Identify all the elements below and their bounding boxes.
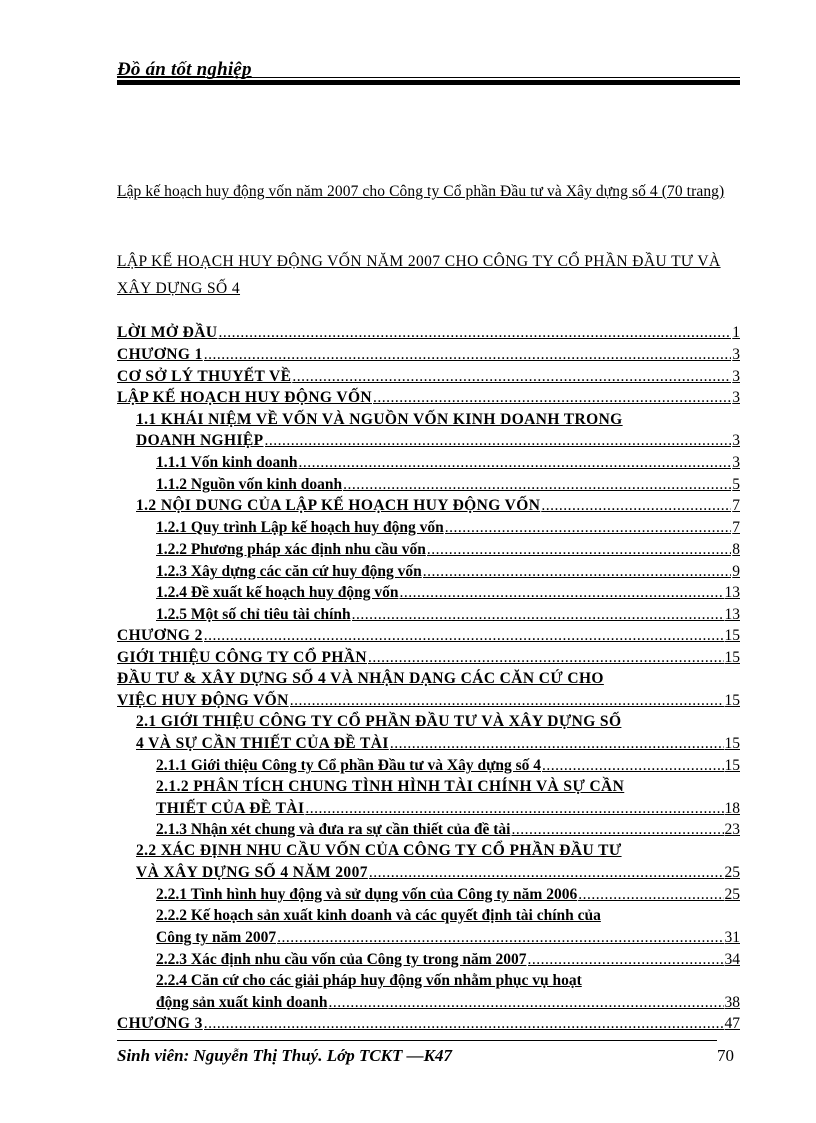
toc-entry (156, 452, 740, 473)
toc-entry (136, 862, 740, 883)
toc-entry-title: DOANH NGHIỆP (136, 432, 264, 449)
toc-entry-page: 38 (724, 994, 740, 1011)
toc-entry-title: VÀ XÂY DỰNG SỐ 4 NĂM 2007 (136, 864, 368, 881)
toc-entry-title: 4 VÀ SỰ CẦN THIẾT CỦA ĐỀ TÀI (136, 735, 389, 752)
toc-leader-dots (265, 430, 732, 451)
toc-entry (156, 927, 740, 948)
toc-entry-title: THIẾT CỦA ĐỀ TÀI (156, 800, 305, 817)
toc-entry (156, 970, 740, 991)
footer-page-number: 70 (717, 1046, 734, 1065)
toc-entry-page: 13 (724, 606, 740, 623)
toc-entry-title: 1.1 KHÁI NIỆM VỀ VỐN VÀ NGUỒN VỐN KINH DOANH TRONG (136, 411, 623, 428)
toc-entry-page: 15 (724, 649, 740, 666)
toc-entry-title: 2.1.2 PHÂN TÍCH CHUNG TÌNH HÌNH TÀI CHÍNH VÀ SỰ CẦN (156, 778, 625, 795)
toc-entry (136, 840, 740, 861)
toc-entry-page: 5 (732, 476, 740, 493)
toc-entry (117, 344, 740, 365)
toc-entry-title: 2.1 GIỚI THIỆU CÔNG TY CỔ PHẦN ĐẦU TƯ VÀ XÂY DỰNG SỐ (136, 713, 622, 730)
toc-entry-title: CƠ SỞ LÝ THUYẾT VỀ (117, 368, 292, 385)
toc-entry-title: 1.2.3 Xây dựng các căn cứ huy động vốn (156, 563, 422, 580)
toc-leader-dots (578, 884, 723, 905)
toc-entry (136, 430, 740, 451)
toc-entry-page: 15 (724, 757, 740, 774)
toc-entry-title: CHƯƠNG 2 (117, 627, 203, 644)
toc-leader-dots (298, 452, 731, 473)
toc-leader-dots (399, 582, 723, 603)
toc-entry-page: 23 (724, 821, 740, 838)
toc-leader-dots (204, 344, 732, 365)
toc-leader-dots (277, 927, 723, 948)
toc-leader-dots (204, 1013, 724, 1034)
toc-leader-dots (352, 604, 724, 625)
toc-entry-title: động sản xuất kinh doanh (156, 994, 328, 1011)
toc-entry (156, 949, 740, 970)
toc-entry-title: 2.1.3 Nhận xét chung và đưa ra sự cần thiết của đề tài (156, 821, 511, 838)
toc-entry-title: 2.2.4 Căn cứ cho các giải pháp huy động vốn nhằm phục vụ hoạt (156, 972, 582, 989)
toc-entry-page: 1 (732, 324, 740, 341)
toc-entry-title: VIỆC HUY ĐỘNG VỐN (117, 692, 289, 709)
toc-entry-page: 3 (732, 454, 740, 471)
toc-entry-title: 1.2.2 Phương pháp xác định nhu cầu vốn (156, 541, 426, 558)
toc-leader-dots (368, 647, 724, 668)
toc-entry (156, 539, 740, 560)
toc-leader-dots (292, 366, 731, 387)
toc-entry (156, 755, 740, 776)
toc-entry (117, 1013, 740, 1034)
document-header-title: Đồ án tốt nghiệp (117, 59, 252, 80)
toc-entry-page: 47 (724, 1015, 740, 1032)
toc-leader-dots (343, 474, 731, 495)
toc-entry-title: 1.1.1 Vốn kinh doanh (156, 454, 298, 471)
toc-entry-title: GIỚI THIỆU CÔNG TY CỔ PHẦN (117, 649, 367, 666)
toc-entry (156, 905, 740, 926)
toc-entry (117, 690, 740, 711)
toc-entry (136, 409, 740, 430)
toc-entry-page: 25 (724, 886, 740, 903)
toc-entry-title: CHƯƠNG 3 (117, 1015, 203, 1032)
toc-entry (117, 625, 740, 646)
toc-entry-title: ĐẦU TƯ & XÂY DỰNG SỐ 4 VÀ NHẬN DẠNG CÁC CĂN CỨ CHO (117, 670, 604, 687)
toc-leader-dots (528, 949, 724, 970)
toc-leader-dots (328, 992, 723, 1013)
toc-leader-dots (541, 495, 731, 516)
toc-entry-page: 18 (724, 800, 740, 817)
toc-leader-dots (369, 862, 724, 883)
toc-entry (156, 604, 740, 625)
document-title-uppercase: LẬP KẾ HOẠCH HUY ĐỘNG VỐN NĂM 2007 CHO CÔNG TY CỔ PHẦN ĐẦU TƯ VÀ XÂY DỰNG SỐ 4 (117, 253, 721, 297)
toc-entry (156, 561, 740, 582)
toc-entry (156, 992, 740, 1013)
toc-entry (156, 798, 740, 819)
toc-entry (156, 776, 740, 797)
toc-leader-dots (423, 561, 731, 582)
toc-entry (156, 819, 740, 840)
header-rule-thin (117, 77, 740, 78)
toc-entry (156, 517, 740, 538)
toc-entry-title: 2.1.1 Giới thiệu Công ty Cổ phần Đầu tư và Xây dựng số 4 (156, 757, 542, 774)
toc-entry-title: 2.2.3 Xác định nhu cầu vốn của Công ty trong năm 2007 (156, 951, 527, 968)
toc-entry-page: 15 (724, 692, 740, 709)
toc-entry-title: CHƯƠNG 1 (117, 346, 203, 363)
toc-entry-page: 9 (732, 563, 740, 580)
header-rule-thick (117, 80, 740, 85)
toc-entry (156, 582, 740, 603)
toc-entry-page: 31 (724, 929, 740, 946)
toc-leader-dots (290, 690, 724, 711)
toc-entry-title: 1.2.5 Một số chỉ tiêu tài chính (156, 606, 351, 623)
toc-entry (156, 884, 740, 905)
toc-entry-page: 25 (724, 864, 740, 881)
toc-leader-dots (373, 387, 731, 408)
toc-entry-page: 3 (732, 368, 740, 385)
footer-rule (117, 1040, 717, 1041)
toc-entry-title: 1.2.1 Quy trình Lập kế hoạch huy động vốn (156, 519, 444, 536)
toc-entry (156, 474, 740, 495)
toc-entry (117, 366, 740, 387)
document-subject-line: Lập kế hoạch huy động vốn năm 2007 cho Công ty Cổ phần Đầu tư và Xây dựng số 4 (70 trang) (117, 183, 725, 200)
toc-leader-dots (305, 798, 723, 819)
toc-entry-page: 7 (732, 497, 740, 514)
toc-entry-title: Công ty năm 2007 (156, 929, 277, 946)
toc-entry-page: 3 (732, 346, 740, 363)
toc-leader-dots (511, 819, 723, 840)
toc-entry (117, 387, 740, 408)
toc-entry (136, 495, 740, 516)
footer-student-info: Sinh viên: Nguyễn Thị Thuý. Lớp TCKT —K47 (117, 1046, 452, 1065)
toc-entry (117, 668, 740, 689)
toc-entry (136, 733, 740, 754)
toc-entry-title: 1.2.4 Đề xuất kế hoạch huy động vốn (156, 584, 399, 601)
toc-leader-dots (218, 322, 731, 343)
toc-entry-page: 13 (724, 584, 740, 601)
toc-entry-page: 3 (732, 389, 740, 406)
toc-entry-title: 2.2.1 Tình hình huy động và sử dụng vốn của Công ty năm 2006 (156, 886, 578, 903)
toc-entry (136, 711, 740, 732)
toc-entry (117, 647, 740, 668)
toc-entry-page: 34 (724, 951, 740, 968)
toc-entry-page: 3 (732, 432, 740, 449)
toc-entry-title: 1.2 NỘI DUNG CỦA LẬP KẾ HOẠCH HUY ĐỘNG VỐN (136, 497, 541, 514)
toc-entry (117, 322, 740, 343)
toc-entry-page: 7 (732, 519, 740, 536)
toc-entry-title: 2.2 XÁC ĐỊNH NHU CẦU VỐN CỦA CÔNG TY CỔ PHẦN ĐẦU TƯ (136, 842, 622, 859)
toc-entry-title: LỜI MỞ ĐẦU (117, 324, 218, 341)
toc-leader-dots (204, 625, 724, 646)
toc-leader-dots (427, 539, 731, 560)
toc-leader-dots (390, 733, 724, 754)
toc-entry-title: 2.2.2 Kế hoạch sản xuất kinh doanh và các quyết định tài chính của (156, 907, 601, 924)
toc-leader-dots (445, 517, 732, 538)
toc-entry-title: 1.1.2 Nguồn vốn kinh doanh (156, 476, 343, 493)
toc-leader-dots (542, 755, 723, 776)
toc-entry-page: 8 (732, 541, 740, 558)
toc-entry-title: LẬP KẾ HOẠCH HUY ĐỘNG VỐN (117, 389, 373, 406)
toc-entry-page: 15 (724, 735, 740, 752)
toc-entry-page: 15 (724, 627, 740, 644)
